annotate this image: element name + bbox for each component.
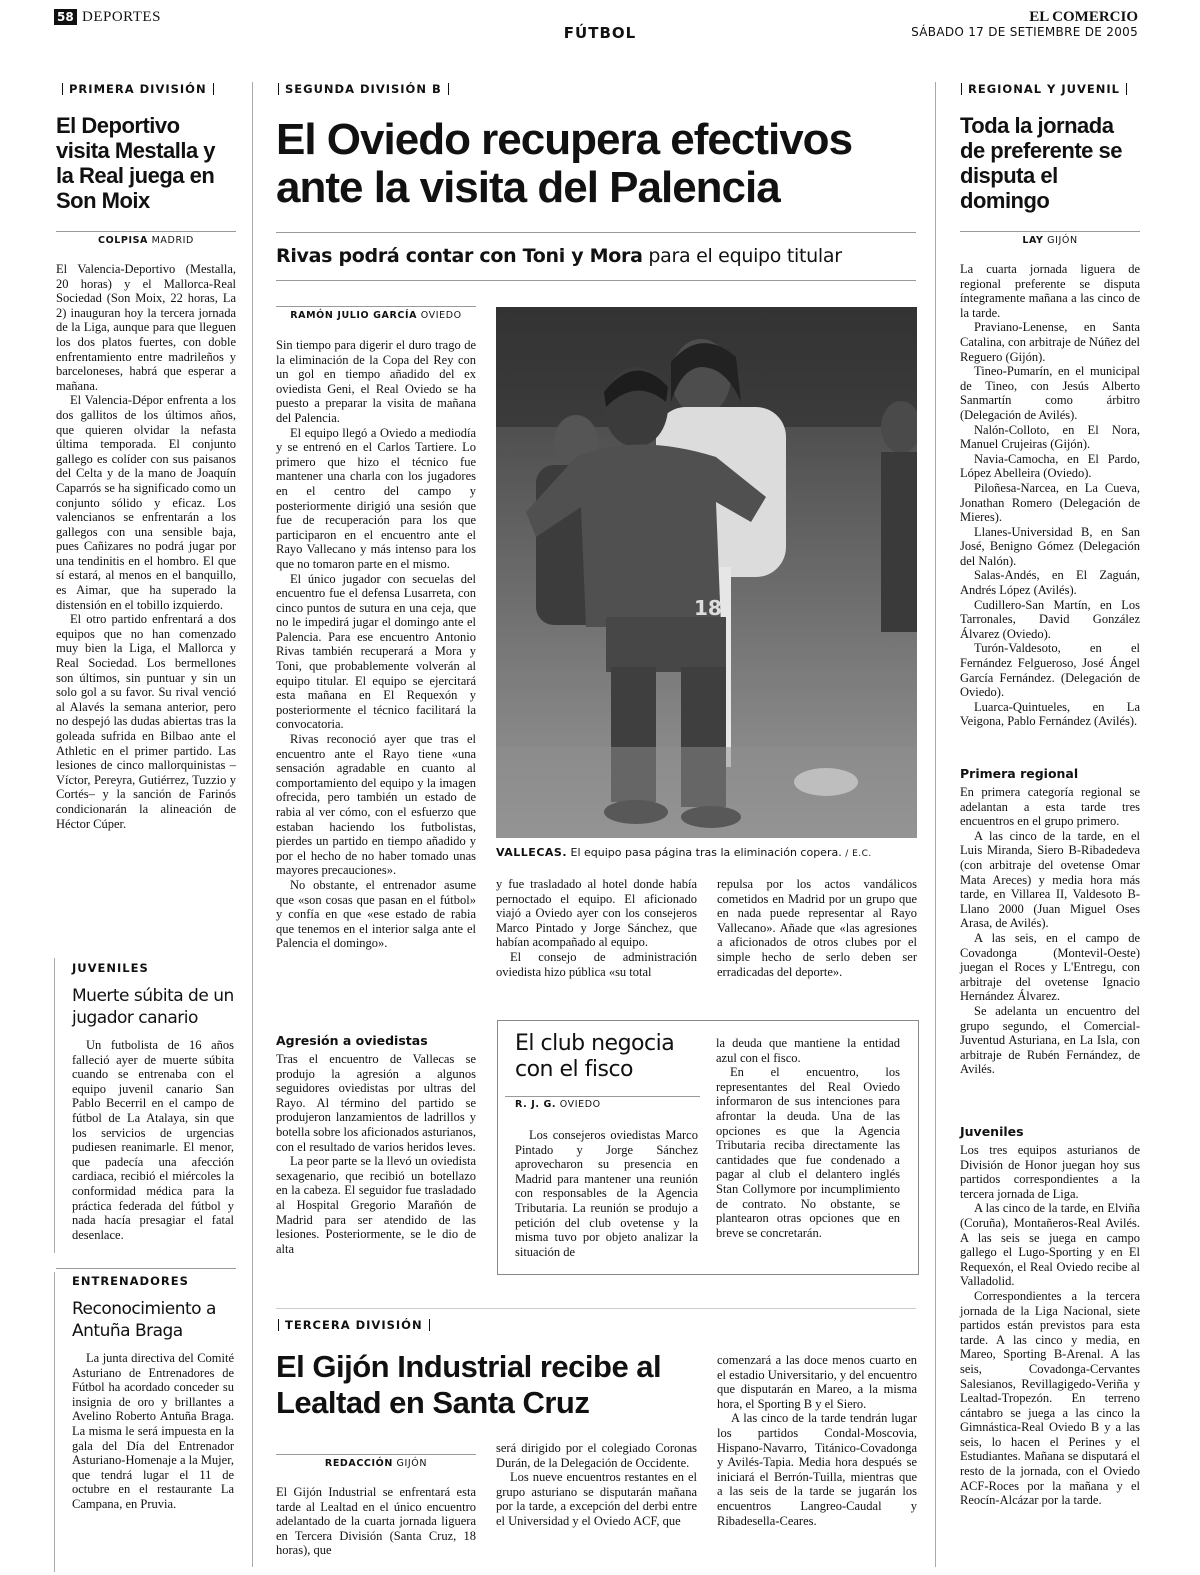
divider <box>54 1272 55 1572</box>
right-byline: LAY GIJÓN <box>1022 235 1078 246</box>
paragraph: será dirigido por el colegiado Coronas Durán, de la Delegación de Occidente. <box>496 1441 697 1470</box>
paragraph: Los consejeros oviedistas Marco Pintado y Jorge Sánchez aprovecharon su presencia en Madrid para mantener una reunión con responsables de la Agencia Tributaria. La reunión se produjo a petición del club ovetense y la misma tuvo por objeto analizar la situación de <box>515 1128 698 1259</box>
right-intertitle-1: Primera regional <box>960 766 1079 781</box>
photo-caption: VALLECAS. El equipo pasa página tras la eliminación copera. / E.C. <box>496 846 872 859</box>
paragraph: repulsa por los actos vandálicos cometidos en Madrid por un grupo que en nada puede representar al Rayo Vallecano». Añade que «las agresiones a aficionados de otros clubes por el simple hecho de serlo deben ser erradicadas del deporte». <box>717 877 917 979</box>
left-byline: COLPISA MADRID <box>98 235 194 246</box>
left-section-label: PRIMERA DIVISIÓN <box>56 82 220 96</box>
paragraph: Correspondientes a la tercera jornada de la Liga Nacional, siete partidos están previstos para esta tarde. A las cinco y media, en Mareo, Sporting B-Arenal. A las seis, Covadonga-Cervantes Salesianos, Revillagigedo-Veriña y Lealtad-Tropezón. En terreno cántabro se juega a las cinco la Gimnástica-Real Oviedo B y a las seis, lo hacen el Perines y el Estudiantes. Mañana se disputará el resto de la jornada, con el Oviedo ACF-Roces por la mañana y el Reocín-Alcázar por la tarde. <box>960 1288 1140 1508</box>
main-article-col1b <box>276 1052 476 1256</box>
paragraph: Rivas reconoció ayer que tras el encuentro ante el Rayo tiene «una sensación agradable en cuanto al comportamiento del equipo y la imagen ofrecida, pero también un estado de rabia al ver cómo, con el esfuerzo que estaban haciendo los futbolistas, pierdes un partido en tiempo añadido y por el hecho de no haber tomado unas mayores precauciones». <box>276 732 476 878</box>
paragraph: Se adelanta un encuentro del grupo segundo, el Comercial-Juventud Asturiana, en La Isla, con arbitraje de Rubén Fernández, de Avilés. <box>960 1003 1140 1077</box>
paragraph: Un futbolista de 16 años falleció ayer de muerte súbita cuando se entrenaba con el equipo juvenil canario San Pablo Becerril en el campo de fútbol de La Atalaya, sin que los servicios de urgencias pudiesen reanimarle. El menor, que padecía una afección cardiaca, recibió el miércoles la conformidad médica para la práctica federada del fútbol y nada hacía presagiar el fatal desenlace. <box>72 1038 234 1242</box>
paragraph: Sin tiempo para digerir el duro trago de la eliminación de la Copa del Rey con un gol en tiempo añadido del ex oviedista Geni, el Real Oviedo se ha puesto a preparar la visita de mañana del Palencia. <box>276 338 476 425</box>
divider <box>276 306 476 307</box>
divider <box>56 1268 236 1269</box>
paragraph: El Valencia-Dépor enfrenta a los dos gallitos de los últimos años, que quieren olvidar la nefasta última temporada. El conjunto gallego es colíder con sus paisanos del Celta y de la mano de Joaquín Caparrós se ha significado como un conjunto sólido y eficaz. Los valencianos se enfrentarán a los gallegos con una sensible baja, pues Cañizares no podrá jugar por una tendinitis en el hombro. El que sí estará, al menos en el banquillo, es Aimar, que ha superado la distensión en el tobillo izquierdo. <box>56 393 236 612</box>
left-article-body <box>56 262 236 831</box>
paragraph: El otro partido enfrentará a dos equipos que no han comenzado muy bien la Liga, el Mallorca y Real Sociedad. Los bermellones son últimos, sin puntuar y sin un solo gol a su favor. Su rival venció al Alavés la semana anterior, pero no despejó las dudas abiertas tras la goleada sufrida en Bilbao ante el Athletic en el primer partido. Las lesiones de cinco mallorquinistas –Víctor, Pereyra, Gutiérrez, Tuzzio y Cortés– y la sanción de Farinós condicionarán la alineación de Héctor Cúper. <box>56 612 236 831</box>
paragraph: El único jugador con secuelas del encuentro fue el defensa Lusarreta, con cinco puntos de sutura en una ceja, que no le impedirá jugar el domingo ante el Palencia. Para ese encuentro Antonio Rivas también recuperará a Mora y Toni, que probablemente volverán al equipo titular. El equipo se ejercitará esta mañana en El Requexón y posteriormente el técnico facilitará la convocatoria. <box>276 571 476 732</box>
paragraph: A las cinco de la tarde, en Elviña (Coruña), Montañeros-Real Avilés. A las seis se juega en campo gallego el Lugo-Sporting y en El Requexón, el Real Oviedo recibe al Valladolid. <box>960 1201 1140 1289</box>
divider <box>276 1308 916 1309</box>
intertitle: Agresión a oviedistas <box>276 1033 428 1048</box>
page-date: SÁBADO 17 DE SETIEMBRE DE 2005 <box>911 25 1138 39</box>
main-headline: El Oviedo recupera efectivos ante la visita del Palencia <box>276 115 853 212</box>
right-intertitle-2: Juveniles <box>960 1124 1024 1139</box>
right-headline: Toda la jornada de preferente se disputa el domingo <box>960 113 1122 213</box>
right-article-body-3 <box>960 1143 1140 1508</box>
newspaper-name: EL COMERCIO <box>1029 9 1138 25</box>
third-headline: El Gijón Industrial recibe al Lealtad en Santa Cruz <box>276 1349 662 1420</box>
box-col2 <box>716 1036 900 1240</box>
center-section-label: SEGUNDA DIVISIÓN B <box>272 82 455 96</box>
paragraph: Salas-Andés, en El Zaguán, Andrés López (Avilés). <box>960 568 1140 598</box>
paragraph: Praviano-Lenense, en Santa Catalina, con arbitraje de Núñez del Reguero (Gijón). <box>960 320 1140 364</box>
right-section-label: REGIONAL Y JUVENIL <box>955 82 1133 96</box>
section-name: DEPORTES <box>82 9 161 25</box>
paragraph: No obstante, el entrenador asume que «son cosas que pasan en el fútbol» y confía en que «ese estado de rabia que tenemos en el interior salga ante el Palencia el domingo». <box>276 877 476 951</box>
divider <box>276 280 916 281</box>
paragraph: El Gijón Industrial se enfrentará esta tarde al Lealtad en el único encuentro adelantado de la cuarta jornada liguera en Tercera División (Santa Cruz, 18 horas), que <box>276 1485 476 1558</box>
paragraph: y fue trasladado al hotel donde había pernoctado el equipo. El aficionado viajó a Oviedo ayer con los consejeros Marco Pintado y Jorge Sánchez, que habían acompañado al equipo. <box>496 877 697 950</box>
paragraph: Tineo-Pumarín, en el municipal de Tineo, con Jesús Alberto Sanmartín como árbitro (Delegación de Avilés). <box>960 364 1140 422</box>
paragraph: Luarca-Quintueles, en La Veigona, Pablo Fernández (Avilés). <box>960 699 1140 729</box>
paragraph: En el encuentro, los representantes del Real Oviedo informaron de sus intenciones para afrontar la deuda. Una de las opciones es que la Agencia Tributaria reciba directamente las cantidades que fue condenado a pagar al club el delantero inglés Stan Collymore por incumplimiento de contrato. No obstante, se plantearon otras opciones que en breve se concretarán. <box>716 1065 900 1240</box>
left-headline: El Deportivo visita Mestalla y la Real juega en Son Moix <box>56 113 216 213</box>
divider <box>960 231 1140 232</box>
main-subheadline: Rivas podrá contar con Toni y Mora para el equipo titular <box>276 245 842 267</box>
main-article-col3 <box>717 877 917 979</box>
paragraph: Los nueve encuentros restantes en el grupo asturiano se disputarán mañana por la tarde, a excepción del derbi entre el Universidad y el Oviedo ACF, que <box>496 1470 697 1528</box>
paragraph: Los tres equipos asturianos de División de Honor juegan hoy sus partidos correspondientes a la tercera jornada de Liga. <box>960 1143 1140 1201</box>
third-col2 <box>496 1441 697 1529</box>
right-article-body <box>960 262 1140 729</box>
main-article-col1 <box>276 338 476 951</box>
paragraph: La junta directiva del Comité Asturiano de Entrenadores de Fútbol ha acordado conceder su insignia de oro y brillantes a Avelino Roberto Antuña Braga. La misma le será impuesta en la gala del Día del Entrenador Asturiano-Homenaje a la Mujer, que tendrá lugar el 11 de octubre en el restaurante La Campana, en Pruvia. <box>72 1351 234 1511</box>
brief1-label: JUVENILES <box>72 961 149 975</box>
paragraph: A las seis, en el campo de Covadonga (Montevil-Oeste) juegan el Roces y L'Entregu, con arbitraje del ovetense Ignacio Hernández Álvarez. <box>960 930 1140 1004</box>
brief1-headline: Muerte súbita de un jugador canario <box>72 986 234 1028</box>
main-byline: RAMÓN JULIO GARCÍA OVIEDO <box>290 310 462 321</box>
paragraph: La cuarta jornada liguera de regional preferente se disputa íntegramente mañana a las cinco de la tarde. <box>960 262 1140 320</box>
brief2-body <box>72 1351 234 1512</box>
paragraph: comenzará a las doce menos cuarto en el estadio Universitario, y del encuentro que disputarán en Mareo, a la misma hora, el Sporting B y el Siero. <box>717 1353 917 1411</box>
third-col3 <box>717 1353 917 1528</box>
paragraph: El Valencia-Deportivo (Mestalla, 20 horas) y el Mallorca-Real Sociedad (Son Moix, 22 horas, La 2) inauguran hoy la tercera jornada de la Liga, aunque para que lleguen los dos platos fuertes, con doble enfrentamiento entre madrileños y barceloneses, habrá que esperar a mañana. <box>56 262 236 393</box>
paragraph: El consejo de administración oviedista hizo pública «su total <box>496 949 697 979</box>
match-photo <box>496 307 917 838</box>
column-divider <box>935 82 936 1567</box>
paragraph: Tras el encuentro de Vallecas se produjo la agresión a algunos seguidores oviedistas por ultras del Rayo. Al término del partido se produjeron lanzamientos de ladrillos y botella sobre los aficionados asturianos, con el resultado de varios heridos leves. <box>276 1052 476 1154</box>
paragraph: la deuda que mantiene la entidad azul con el fisco. <box>716 1036 900 1065</box>
paragraph: En primera categoría regional se adelantan a esta tarde tres encuentros en el grupo primero. <box>960 785 1140 829</box>
paragraph: A las cinco de la tarde, en el Luis Miranda, Siero B-Ribadedeva (con arbitraje del ovetense Omar Mata Areces) y media hora más tarde, en Villarea II, Valdesoto B-Llano 2000 (Juan Miguel Oses Arasa, de Avilés). <box>960 828 1140 931</box>
main-article-col2 <box>496 877 697 979</box>
divider <box>276 232 916 233</box>
paragraph: Cudillero-San Martín, en Los Tarronales, David González Álvarez (Oviedo). <box>960 597 1140 641</box>
paragraph: Navia-Camocha, en El Pardo, López Abelleira (Oviedo). <box>960 451 1140 481</box>
right-article-body-2 <box>960 785 1140 1077</box>
brief2-label: ENTRENADORES <box>72 1274 189 1288</box>
paragraph: Llanes-Universidad B, en San José, Benigno Gómez (Delegación del Nalón). <box>960 524 1140 568</box>
paragraph: A las cinco de la tarde tendrán lugar los partidos Condal-Moscovia, Hispano-Navarro, Titánico-Covadonga y Avilés-Tapia. Media hora después se iniciará el Berrón-Tuilla, mientras que a las seis de la tarde se jugarán los encuentros Langreo-Caudal y Ribadesella-Ceares. <box>717 1411 917 1528</box>
page-number: 58 <box>54 9 77 25</box>
page-category: FÚTBOL <box>563 24 637 42</box>
divider <box>505 1096 700 1097</box>
divider <box>54 958 55 1253</box>
divider <box>56 231 236 232</box>
divider <box>276 1454 476 1455</box>
paragraph: Nalón-Colloto, en El Nora, Manuel Crujeiras (Gijón). <box>960 422 1140 452</box>
paragraph: Piloñesa-Narcea, en La Cueva, Jonathan Romero (Delegación de Mieres). <box>960 480 1140 525</box>
box-headline: El club negocia con el fisco <box>515 1031 675 1082</box>
paragraph: Turón-Valdesoto, en el Fernández Felgueroso, José Ángel García Fernández. (Delegación de Oviedo). <box>960 641 1140 700</box>
brief2-headline: Reconocimiento a Antuña Braga <box>72 1299 216 1341</box>
paragraph: El equipo llegó a Oviedo a mediodía y se entrenó en el Carlos Tartiere. Lo primero que hizo el técnico fue mantener una charla con los jugadores en el centro del campo y posteriormente dirigió una sesión que fue de recuperación para los que participaron en el encuentro ante el Rayo Vallecano y más intenso para los que no tomaron parte en el mismo. <box>276 425 476 571</box>
box-col1 <box>515 1128 698 1259</box>
column-divider <box>252 82 253 1567</box>
brief1-body <box>72 1038 234 1242</box>
third-byline: REDACCIÓN GIJÓN <box>324 1458 428 1469</box>
box-byline: R. J. G. OVIEDO <box>515 1099 601 1110</box>
player-number: 18 <box>694 596 722 620</box>
third-col1 <box>276 1485 476 1558</box>
paragraph: La peor parte se la llevó un oviedista sexagenario, que recibió un botellazo en la cabeza. El seguidor fue trasladado al Hospital Gregorio Marañón de Madrid para ser atendido de las lesiones. Posteriormente, se le dio de alta <box>276 1154 476 1256</box>
photo-illustration <box>496 307 917 838</box>
third-section-label: TERCERA DIVISIÓN <box>272 1318 436 1332</box>
